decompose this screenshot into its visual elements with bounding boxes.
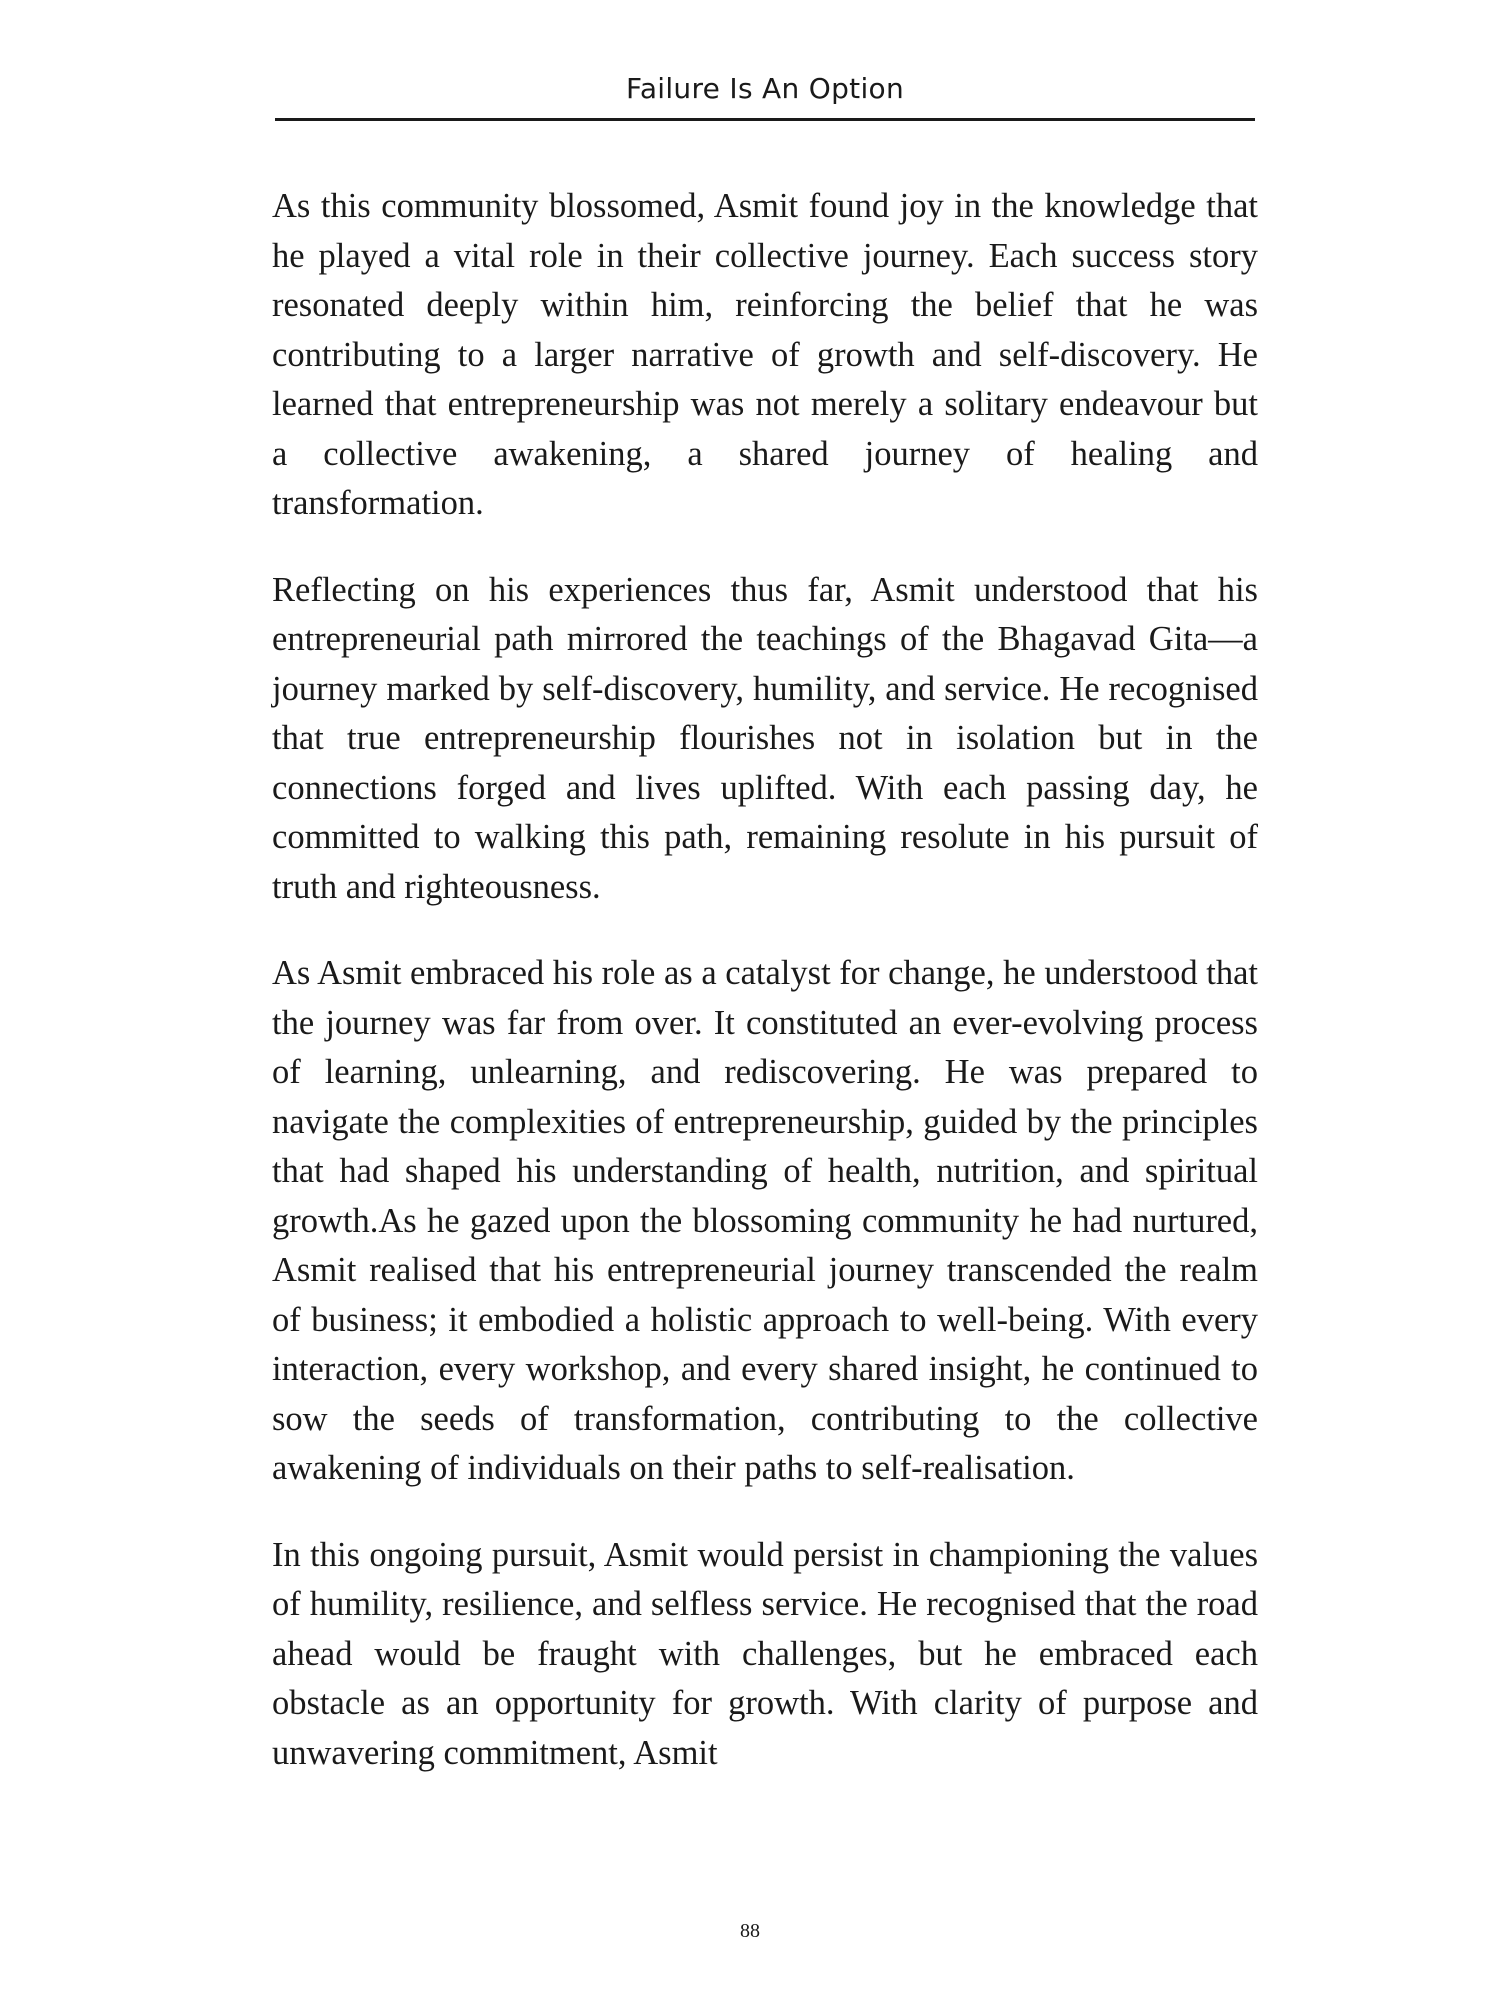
paragraph: As Asmit embraced his role as a catalyst for change, he understood that the journey was far from over. It constituted an ever-evolving process of learning, unlearning, and rediscovering. He was prepared to navigate the complexities of entrepreneurship, guided by the principles that had shaped his understanding of health, nutrition, and spiritual growth.As he gazed upon the blossoming community he had nurtured, Asmit realised that his entrepreneurial journey transcended the realm of business; it embodied a holistic approach to well-being. With every interaction, every workshop, and every shared insight, he continued to sow the seeds of transformation, contributing to the collective awakening of individuals on their paths to self-realisation. [272,954,1258,1487]
body-text [272,182,1258,1778]
page-number: 88 [740,1920,760,1942]
paragraph: In this ongoing pursuit, Asmit would persist in championing the values of humility, resilience, and selfless service. He recognised that the road ahead would be fraught with challenges, but he embraced each obstacle as an opportunity for growth. With clarity of purpose and unwavering commitment, Asmit [272,1535,1258,1772]
paragraph: Reflecting on his experiences thus far, Asmit understood that his entrepreneurial path mirrored the teachings of the Bhagavad Gita—a journey marked by self-discovery, humility, and service. He recognised that true entrepreneurship flourishes not in isolation but in the connections forged and lives uplifted. With each passing day, he committed to walking this path, remaining resolute in his pursuit of truth and righteousness. [272,570,1258,906]
header-divider [275,118,1255,121]
running-header: Failure Is An Option [625,72,904,105]
paragraph: As this community blossomed, Asmit found joy in the knowledge that he played a vital role in their collective journey. Each success story resonated deeply within him, reinforcing the belief that he was contributing to a larger narrative of growth and self-discovery. He learned that entrepreneurship was not merely a solitary endeavour but a collective awakening, a shared journey of healing and transformation. [272,187,1258,522]
